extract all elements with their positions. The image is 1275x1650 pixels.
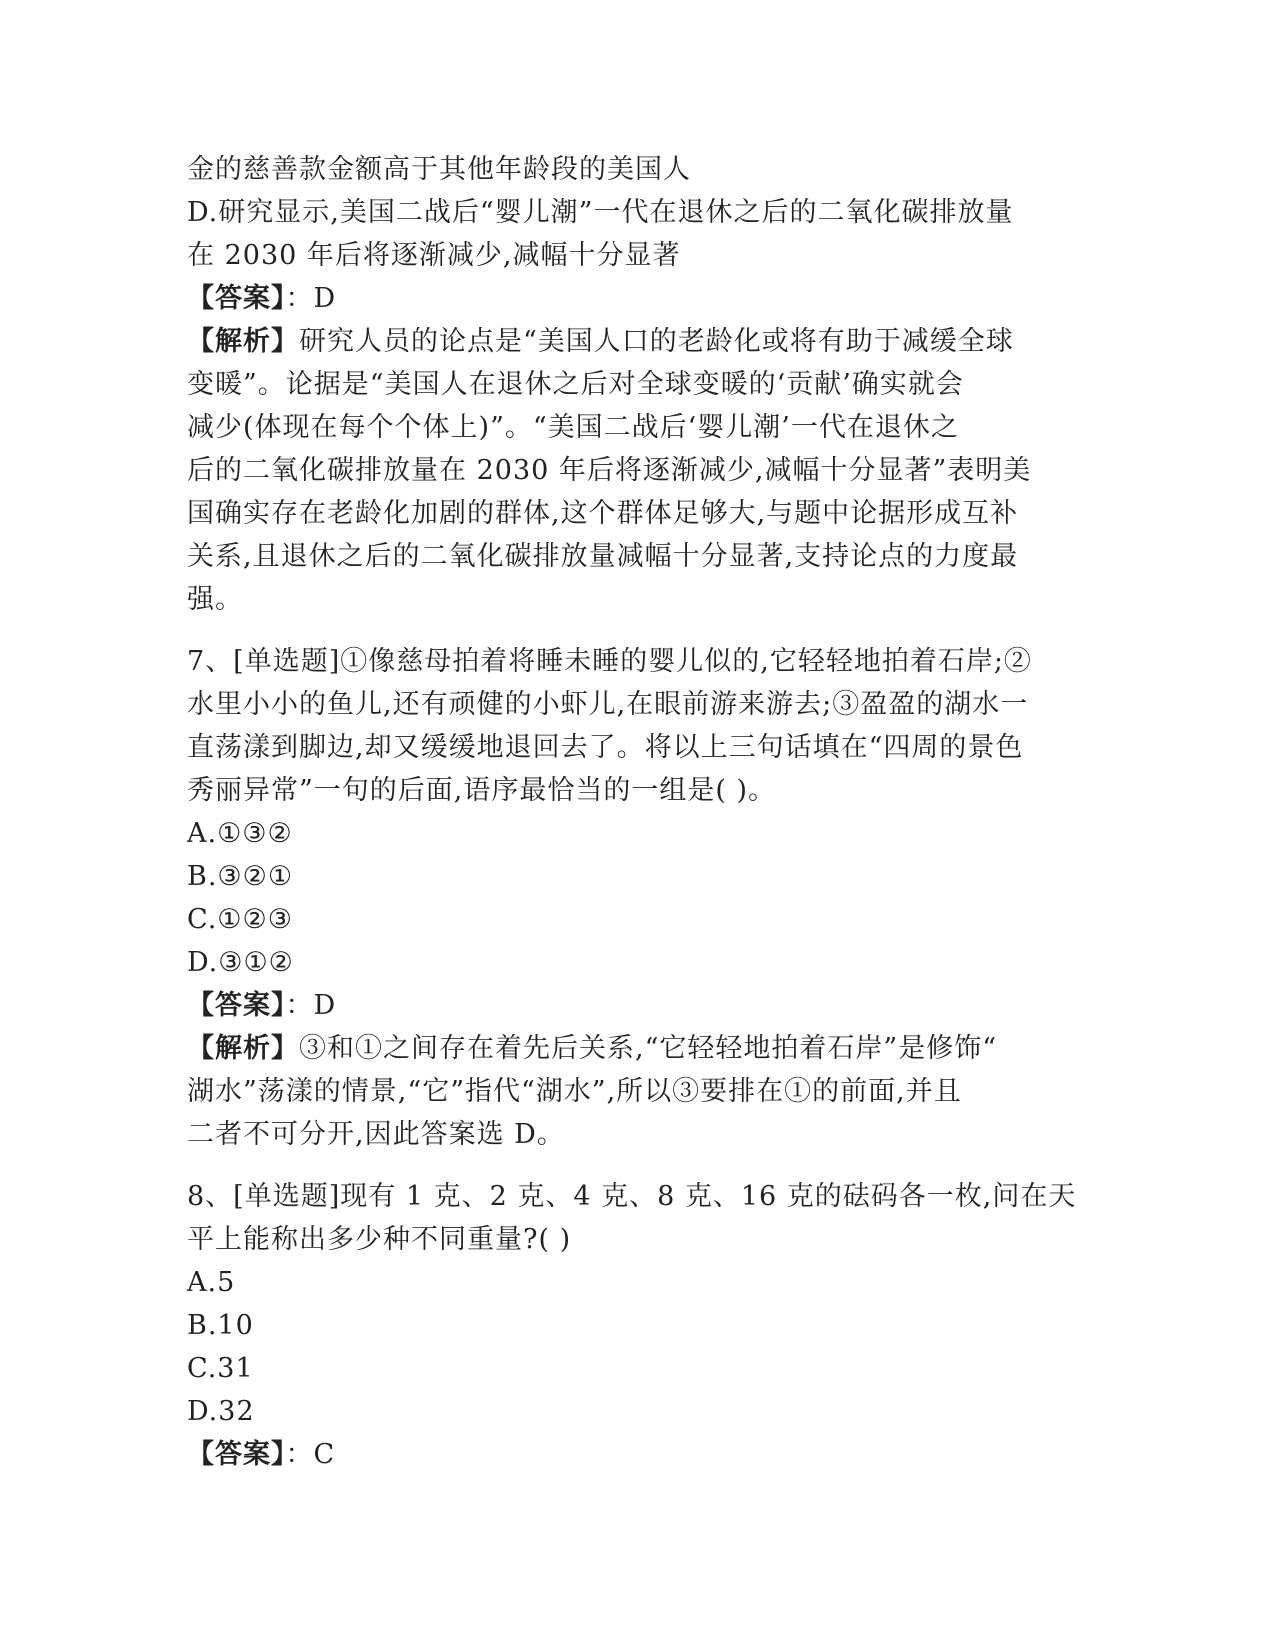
continued-text: 金的慈善款金额高于其他年龄段的美国人 [187, 154, 691, 185]
answer-line [187, 277, 1082, 320]
analysis-text: 后的二氧化碳排放量在 2030 年后将逐渐减少,减幅十分显著”表明美 [187, 455, 1032, 486]
option-c: C.31 [187, 1353, 254, 1384]
option-d: D.③①② [187, 947, 294, 978]
answer-value: D [313, 990, 337, 1021]
answer-value: D [313, 283, 337, 314]
analysis-label: 【解析】 [187, 1033, 299, 1064]
option-d-continued: 在 2030 年后将逐渐减少,减幅十分显著 [187, 240, 681, 271]
option-c: C.①②③ [187, 904, 293, 935]
answer-separator: ： [285, 1439, 314, 1470]
analysis-text: 研究人员的论点是“美国人口的老龄化或将有助于减缓全球 [299, 326, 1014, 357]
question-stem: 水里小小的鱼儿,还有顽健的小虾儿,在眼前游来游去;③盈盈的湖水一 [187, 689, 1029, 720]
analysis-label: 【解析】 [187, 326, 299, 357]
analysis-text: 变暖”。论据是“美国人在退休之后对全球变暖的‘贡献’确实就会 [187, 369, 964, 400]
analysis-line [187, 320, 1082, 363]
question-7 [187, 640, 1082, 1156]
question-stem: 秀丽异常”一句的后面,语序最恰当的一组是( )。 [187, 775, 777, 806]
question-8 [187, 1175, 1082, 1476]
analysis-text: 国确实存在老龄化加剧的群体,这个群体足够大,与题中论据形成互补 [187, 498, 1019, 529]
analysis-text: 湖水”荡漾的情景,“它”指代“湖水”,所以③要排在①的前面,并且 [187, 1076, 962, 1107]
question-stem: 直荡漾到脚边,却又缓缓地退回去了。将以上三句话填在“四周的景色 [187, 732, 1024, 763]
analysis-line [187, 1027, 1082, 1070]
document-page [187, 148, 1082, 1476]
analysis-text: 二者不可分开,因此答案选 D。 [187, 1119, 565, 1150]
answer-line [187, 1433, 1082, 1476]
option-b: B.③②① [187, 861, 294, 892]
question-stem: 平上能称出多少种不同重量?( ) [187, 1224, 572, 1255]
option-d: D.32 [187, 1396, 255, 1427]
answer-separator: ： [285, 283, 314, 314]
answer-line [187, 984, 1082, 1027]
answer-separator: ： [285, 990, 314, 1021]
answer-label: 【答案】 [187, 283, 286, 314]
analysis-text: 强。 [187, 584, 243, 615]
answer-value: C [313, 1439, 336, 1470]
option-b: B.10 [187, 1310, 254, 1341]
option-a: A.①③② [187, 818, 293, 849]
answer-label: 【答案】 [187, 1439, 286, 1470]
analysis-text: ③和①之间存在着先后关系,“它轻轻地拍着石岸”是修饰“ [299, 1033, 997, 1064]
question-stem: 8、[单选题]现有 1 克、2 克、4 克、8 克、16 克的砝码各一枚,问在天 [187, 1181, 1077, 1212]
option-a: A.5 [187, 1267, 236, 1298]
analysis-text: 减少(体现在每个个体上)”。“美国二战后‘婴儿潮’一代在退休之 [187, 412, 959, 443]
question-stem: 7、[单选题]①像慈母拍着将睡未睡的婴儿似的,它轻轻地拍着石岸;② [187, 646, 1032, 677]
analysis-text: 关系,且退休之后的二氧化碳排放量减幅十分显著,支持论点的力度最 [187, 541, 1019, 572]
option-d: D.研究显示,美国二战后“婴儿潮”一代在退休之后的二氧化碳排放量 [187, 197, 1014, 228]
answer-label: 【答案】 [187, 990, 286, 1021]
